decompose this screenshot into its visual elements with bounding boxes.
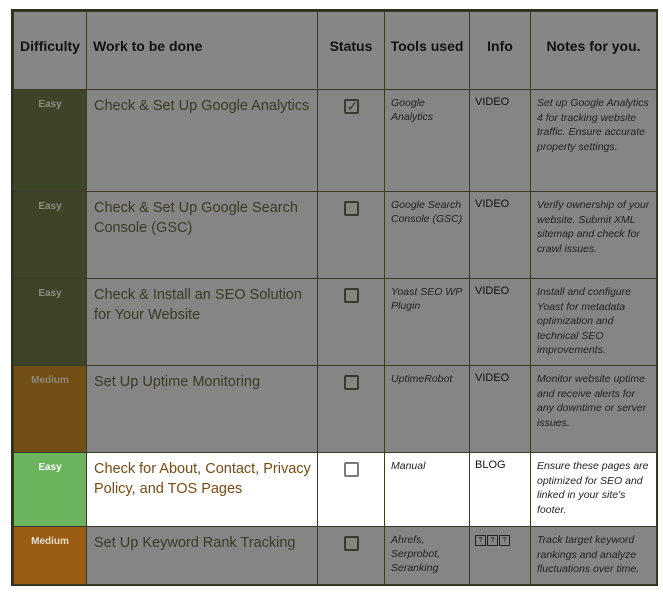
tools-cell: Ahrefs, Serprobot, Seranking [385, 527, 470, 585]
info-link[interactable]: BLOG [470, 453, 531, 527]
tools-cell: UptimeRobot [385, 366, 470, 453]
tools-cell: Manual [385, 453, 470, 527]
header-info: Info [470, 12, 531, 90]
status-checkbox[interactable] [344, 536, 359, 551]
difficulty-badge: Easy [14, 192, 87, 279]
difficulty-badge: Easy [14, 90, 87, 192]
task-title: Check & Set Up Google Search Console (GSC) [87, 192, 318, 279]
difficulty-badge: Easy [14, 453, 87, 527]
task-title: Check for About, Contact, Privacy Policy, and TOS Pages [87, 453, 318, 527]
info-link[interactable] [470, 527, 531, 585]
notes-cell: Set up Google Analytics 4 for tracking website traffic. Ensure accurate property settings. [531, 90, 657, 192]
placeholder-glyph-icon: ? [475, 535, 486, 546]
task-table-frame [11, 9, 658, 586]
placeholder-glyph-icon: ? [499, 535, 510, 546]
seo-task-table [13, 11, 657, 585]
notes-cell: Ensure these pages are optimized for SEO and linked in your site's footer. [531, 453, 657, 527]
task-title: Set Up Uptime Monitoring [87, 366, 318, 453]
tools-cell: Yoast SEO WP Plugin [385, 279, 470, 366]
notes-cell: Track target keyword rankings and analyze fluctuations over time. [531, 527, 657, 585]
status-cell [318, 527, 385, 585]
status-checkbox[interactable] [344, 288, 359, 303]
checkmark-icon: ✓ [346, 98, 359, 114]
table-row [14, 366, 657, 453]
tools-cell: Google Search Console (GSC) [385, 192, 470, 279]
header-work: Work to be done [87, 12, 318, 90]
status-cell [318, 192, 385, 279]
status-cell [318, 453, 385, 527]
notes-cell: Verify ownership of your website. Submit XML sitemap and check for crawl issues. [531, 192, 657, 279]
header-notes: Notes for you. [531, 12, 657, 90]
header-tools: Tools used [385, 12, 470, 90]
task-title: Check & Install an SEO Solution for Your Website [87, 279, 318, 366]
header-status: Status [318, 12, 385, 90]
status-checkbox[interactable] [344, 201, 359, 216]
table-row [14, 453, 657, 527]
difficulty-badge: Medium [14, 366, 87, 453]
task-title: Check & Set Up Google Analytics [87, 90, 318, 192]
table-row [14, 279, 657, 366]
info-link[interactable]: VIDEO [470, 279, 531, 366]
info-link[interactable]: VIDEO [470, 192, 531, 279]
header-row [14, 12, 657, 90]
status-checkbox[interactable] [344, 462, 359, 477]
table-row [14, 192, 657, 279]
info-link[interactable]: VIDEO [470, 366, 531, 453]
header-difficulty: Difficulty [14, 12, 87, 90]
notes-cell: Install and configure Yoast for metadata optimization and technical SEO improvements. [531, 279, 657, 366]
status-cell [318, 279, 385, 366]
notes-cell: Monitor website uptime and receive alerts for any downtime or server issues. [531, 366, 657, 453]
placeholder-glyph-icon: ? [487, 535, 498, 546]
difficulty-badge: Easy [14, 279, 87, 366]
status-cell [318, 366, 385, 453]
table-row [14, 90, 657, 192]
status-cell [318, 90, 385, 192]
table-row [14, 527, 657, 585]
difficulty-badge: Medium [14, 527, 87, 585]
info-link[interactable]: VIDEO [470, 90, 531, 192]
task-title: Set Up Keyword Rank Tracking [87, 527, 318, 585]
status-checkbox[interactable] [344, 99, 359, 114]
status-checkbox[interactable] [344, 375, 359, 390]
tools-cell: Google Analytics [385, 90, 470, 192]
